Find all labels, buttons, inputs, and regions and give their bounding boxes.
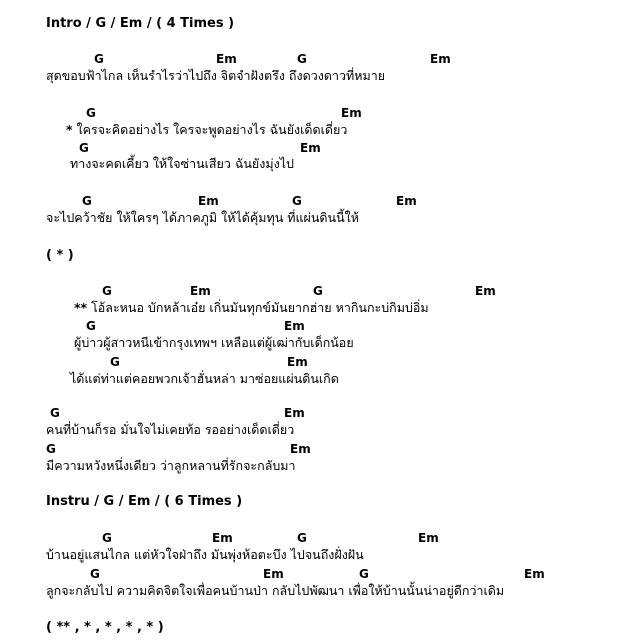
chord: G [46, 442, 56, 456]
chord: G [50, 406, 60, 420]
ending-sequence: ( ** , * , * , * , * ) [46, 620, 164, 635]
chord: G [313, 284, 323, 298]
chord: G [79, 141, 89, 155]
chord: Em [287, 355, 308, 369]
chord: Em [430, 52, 451, 66]
lyric-line [66, 122, 347, 138]
chord: G [86, 319, 96, 333]
intro-heading: Intro / G / Em / ( 4 Times ) [46, 16, 235, 31]
chord: Em [418, 531, 439, 545]
lyric-line: ลูกจะกลับไป ความคิดจิตใจเพื่อคนบ้านป่า กลับไปพัฒนา เพื่อให้บ้านนั้นน่าอยู่ดีกว่าเดิม [46, 583, 505, 598]
chord: G [102, 531, 112, 545]
lyric-line: คนที่บ้านก็รอ มั่นใจไม่เคยท้อ รออย่างเด็ดเดี่ยว [46, 422, 295, 437]
lyric-line: ได้แต่ท่าแต่คอยพวกเจ้าฮั่นหล่า มาซ่อยแผ่นดินเกิด [70, 371, 339, 386]
lyric-text: ใครจะคิดอย่างไร ใครจะพูดอย่างไร ฉันยังเด็ดเดี่ยว [76, 122, 348, 137]
lyric-line: สุดขอบฟ้าไกล เห็นรำไรว่าไปถึง จิตจำฝังตรึง ถึงดวงดาวที่หมาย [46, 68, 386, 83]
chord: G [110, 355, 120, 369]
chorus-marker: * [66, 122, 73, 137]
instru-heading: Instru / G / Em / ( 6 Times ) [46, 494, 243, 509]
lyric-line: บ้านอยู่แสนไกล แต่หัวใจฝ่าถึง มันพุ่งห้อตะบึง ไปจนถึงฝั่งฝัน [46, 547, 364, 562]
chord: G [292, 194, 302, 208]
chord: Em [475, 284, 496, 298]
chord: Em [198, 194, 219, 208]
lyric-line: มีความหวังหนึ่งเดียว ว่าลูกหลานที่รักจะกลับมา [46, 458, 296, 473]
chord: G [359, 567, 369, 581]
lyric-line: ผู้บ่าวผู้สาวหนีเข้ากรุงเทพฯ เหลือแต่ผู้เฒ่ากับเด็กน้อย [74, 335, 354, 350]
repeat-chorus: ( * ) [46, 248, 74, 263]
chord: Em [341, 106, 362, 120]
chord: G [86, 106, 96, 120]
chord: Em [300, 141, 321, 155]
lyric-line: ทางจะคดเคี้ยว ให้ใจซ่านเสียว ฉันยังมุ่งไป [70, 156, 294, 171]
lyric-text: โอ้ละหนอ บักหล้าเอ๋ย เกิ่นมันทุกข์มันยากฮ่าย หากินกะบ่กิมบ่อิ่ม [91, 300, 429, 315]
chord: Em [284, 319, 305, 333]
chord: Em [396, 194, 417, 208]
lyric-line: จะไปคว้าชัย ให้ใครๆ ได้ภาคภูมิ ให้ได้คุ้มทุน ที่แผ่นดินนี้ให้ [46, 210, 359, 225]
chord: G [102, 284, 112, 298]
chord: G [94, 52, 104, 66]
chord: Em [216, 52, 237, 66]
chord: Em [190, 284, 211, 298]
chord: G [297, 52, 307, 66]
bridge-marker: ** [74, 300, 88, 315]
chord: Em [284, 406, 305, 420]
chord: Em [212, 531, 233, 545]
chord: Em [290, 442, 311, 456]
chord: G [82, 194, 92, 208]
chord: Em [263, 567, 284, 581]
chord: G [90, 567, 100, 581]
chord: Em [524, 567, 545, 581]
lyric-line [74, 300, 429, 316]
chord: G [297, 531, 307, 545]
